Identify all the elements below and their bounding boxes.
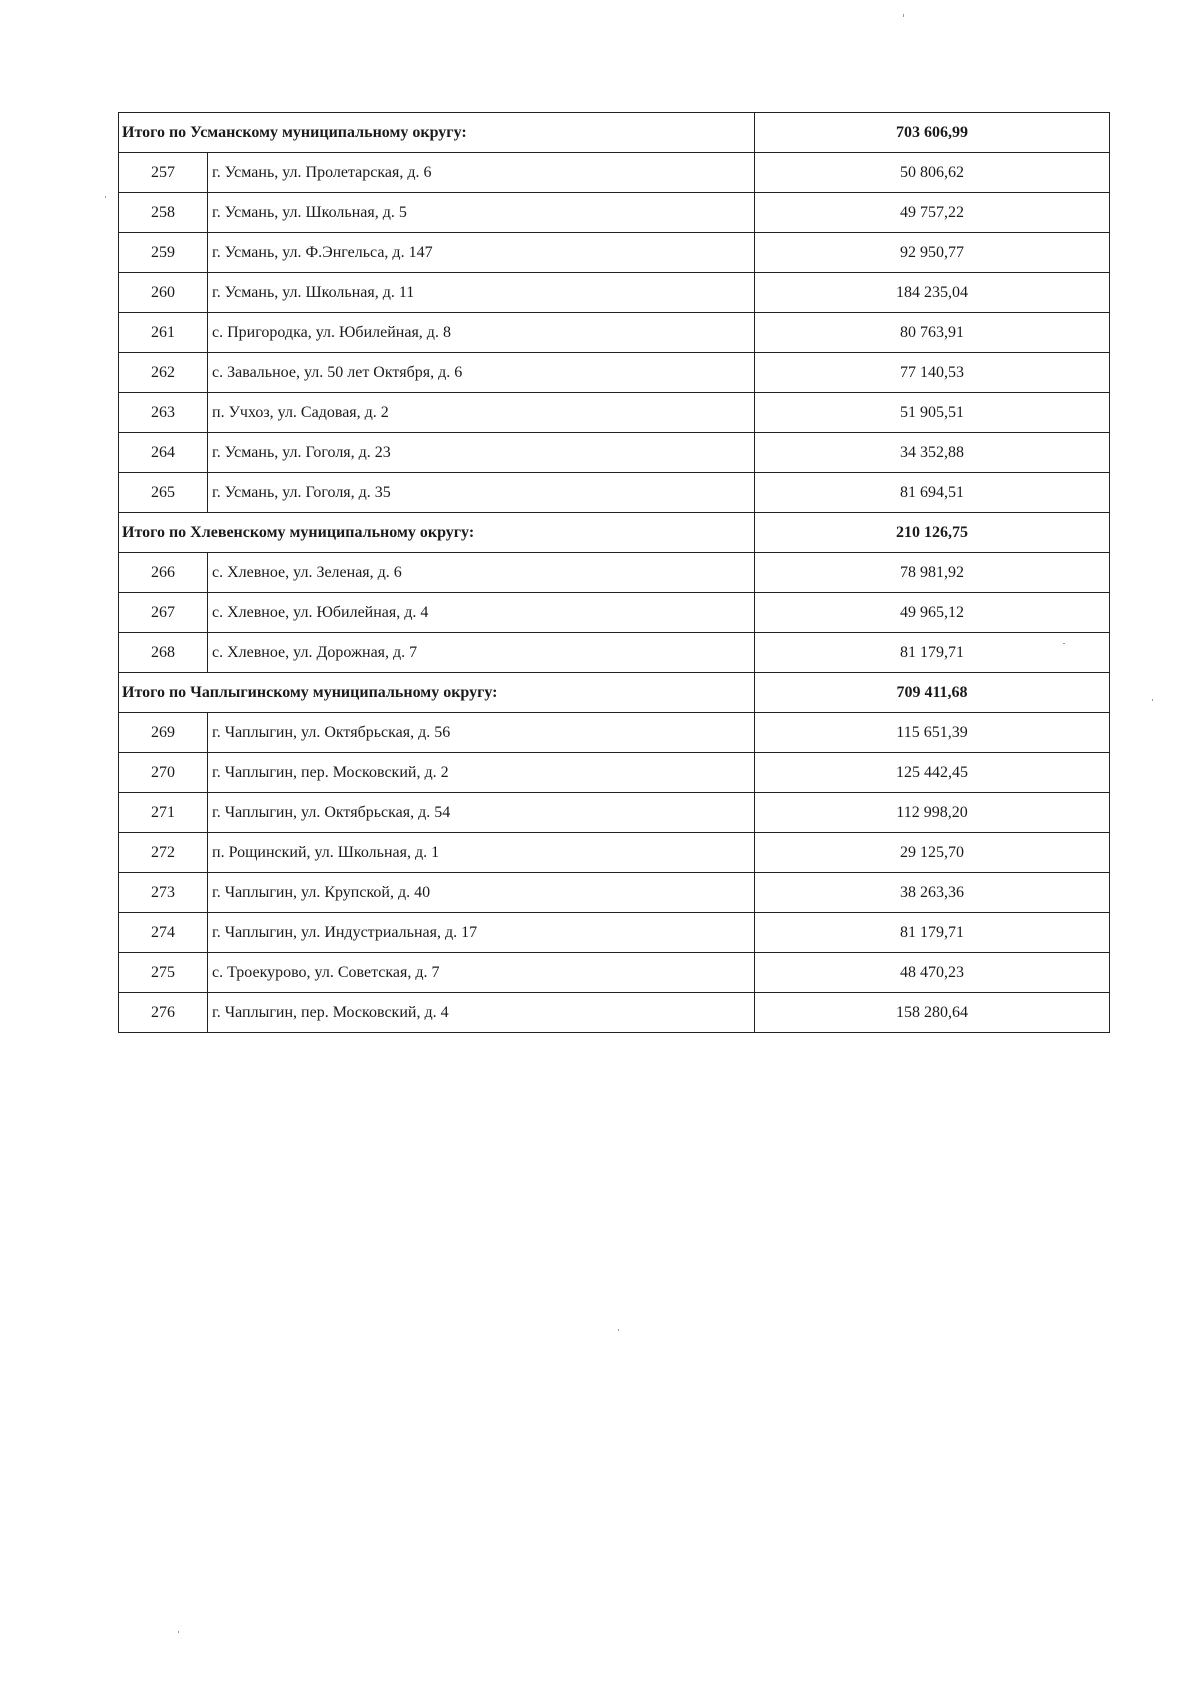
table-row bbox=[119, 913, 1110, 953]
table-row bbox=[119, 873, 1110, 913]
row-amount: 81 179,71 bbox=[755, 913, 1110, 953]
row-number: 264 bbox=[119, 433, 208, 473]
table-row bbox=[119, 713, 1110, 753]
row-amount: 48 470,23 bbox=[755, 953, 1110, 993]
row-address: п. Учхоз, ул. Садовая, д. 2 bbox=[208, 393, 755, 433]
row-number: 268 bbox=[119, 633, 208, 673]
row-number: 258 bbox=[119, 193, 208, 233]
scan-speck bbox=[903, 14, 904, 17]
row-number: 273 bbox=[119, 873, 208, 913]
row-address: с. Пригородка, ул. Юбилейная, д. 8 bbox=[208, 313, 755, 353]
row-amount: 112 998,20 bbox=[755, 793, 1110, 833]
row-number: 272 bbox=[119, 833, 208, 873]
table-row bbox=[119, 593, 1110, 633]
row-number: 261 bbox=[119, 313, 208, 353]
table-row bbox=[119, 153, 1110, 193]
row-address: г. Чаплыгин, ул. Октябрьская, д. 56 bbox=[208, 713, 755, 753]
row-number: 270 bbox=[119, 753, 208, 793]
row-number: 276 bbox=[119, 993, 208, 1033]
row-number: 269 bbox=[119, 713, 208, 753]
table-row bbox=[119, 353, 1110, 393]
row-amount: 80 763,91 bbox=[755, 313, 1110, 353]
row-amount: 49 757,22 bbox=[755, 193, 1110, 233]
row-address: г. Чаплыгин, ул. Крупской, д. 40 bbox=[208, 873, 755, 913]
row-number: 263 bbox=[119, 393, 208, 433]
district-total-value: 210 126,75 bbox=[755, 513, 1110, 553]
table-row bbox=[119, 793, 1110, 833]
row-amount: 77 140,53 bbox=[755, 353, 1110, 393]
district-total-row bbox=[119, 513, 1110, 553]
scan-speck bbox=[1152, 699, 1153, 701]
row-address: г. Усмань, ул. Школьная, д. 5 bbox=[208, 193, 755, 233]
table-row bbox=[119, 393, 1110, 433]
table-row bbox=[119, 833, 1110, 873]
row-address: с. Троекурово, ул. Советская, д. 7 bbox=[208, 953, 755, 993]
row-number: 267 bbox=[119, 593, 208, 633]
table-row bbox=[119, 473, 1110, 513]
row-address: г. Усмань, ул. Гоголя, д. 23 bbox=[208, 433, 755, 473]
district-total-label: Итого по Усманскому муниципальному округу: bbox=[119, 113, 755, 153]
table-row bbox=[119, 953, 1110, 993]
row-address: г. Чаплыгин, пер. Московский, д. 4 bbox=[208, 993, 755, 1033]
row-address: г. Чаплыгин, пер. Московский, д. 2 bbox=[208, 753, 755, 793]
row-amount: 115 651,39 bbox=[755, 713, 1110, 753]
scan-speck bbox=[178, 1631, 179, 1633]
table-row bbox=[119, 313, 1110, 353]
row-number: 274 bbox=[119, 913, 208, 953]
district-total-label: Итого по Хлевенскому муниципальному округу: bbox=[119, 513, 755, 553]
row-number: 266 bbox=[119, 553, 208, 593]
row-amount: 125 442,45 bbox=[755, 753, 1110, 793]
row-amount: 51 905,51 bbox=[755, 393, 1110, 433]
district-total-row bbox=[119, 673, 1110, 713]
row-address: с. Завальное, ул. 50 лет Октября, д. 6 bbox=[208, 353, 755, 393]
row-amount: 81 179,71 bbox=[755, 633, 1110, 673]
row-amount: 38 263,36 bbox=[755, 873, 1110, 913]
row-amount: 158 280,64 bbox=[755, 993, 1110, 1033]
row-address: г. Усмань, ул. Школьная, д. 11 bbox=[208, 273, 755, 313]
row-address: г. Усмань, ул. Ф.Энгельса, д. 147 bbox=[208, 233, 755, 273]
row-address: п. Рощинский, ул. Школьная, д. 1 bbox=[208, 833, 755, 873]
address-register-table bbox=[118, 112, 1110, 1033]
table-row bbox=[119, 233, 1110, 273]
district-total-row bbox=[119, 113, 1110, 153]
row-address: с. Хлевное, ул. Зеленая, д. 6 bbox=[208, 553, 755, 593]
row-number: 259 bbox=[119, 233, 208, 273]
row-address: г. Усмань, ул. Пролетарская, д. 6 bbox=[208, 153, 755, 193]
scan-speck bbox=[618, 1329, 619, 1331]
table-row bbox=[119, 633, 1110, 673]
row-number: 275 bbox=[119, 953, 208, 993]
row-number: 262 bbox=[119, 353, 208, 393]
row-amount: 92 950,77 bbox=[755, 233, 1110, 273]
scan-speck bbox=[1063, 643, 1065, 644]
row-number: 271 bbox=[119, 793, 208, 833]
row-amount: 81 694,51 bbox=[755, 473, 1110, 513]
row-address: с. Хлевное, ул. Юбилейная, д. 4 bbox=[208, 593, 755, 633]
row-amount: 49 965,12 bbox=[755, 593, 1110, 633]
row-address: г. Усмань, ул. Гоголя, д. 35 bbox=[208, 473, 755, 513]
table-row bbox=[119, 993, 1110, 1033]
row-amount: 184 235,04 bbox=[755, 273, 1110, 313]
district-total-value: 709 411,68 bbox=[755, 673, 1110, 713]
row-address: с. Хлевное, ул. Дорожная, д. 7 bbox=[208, 633, 755, 673]
row-number: 260 bbox=[119, 273, 208, 313]
row-number: 257 bbox=[119, 153, 208, 193]
district-total-label: Итого по Чаплыгинскому муниципальному округу: bbox=[119, 673, 755, 713]
scan-speck bbox=[105, 196, 106, 198]
row-amount: 78 981,92 bbox=[755, 553, 1110, 593]
district-total-value: 703 606,99 bbox=[755, 113, 1110, 153]
table-row bbox=[119, 193, 1110, 233]
table-row bbox=[119, 753, 1110, 793]
table-row bbox=[119, 273, 1110, 313]
row-address: г. Чаплыгин, ул. Индустриальная, д. 17 bbox=[208, 913, 755, 953]
row-address: г. Чаплыгин, ул. Октябрьская, д. 54 bbox=[208, 793, 755, 833]
table-row bbox=[119, 553, 1110, 593]
register-body bbox=[119, 113, 1110, 1033]
row-amount: 29 125,70 bbox=[755, 833, 1110, 873]
row-number: 265 bbox=[119, 473, 208, 513]
row-amount: 34 352,88 bbox=[755, 433, 1110, 473]
table-row bbox=[119, 433, 1110, 473]
row-amount: 50 806,62 bbox=[755, 153, 1110, 193]
